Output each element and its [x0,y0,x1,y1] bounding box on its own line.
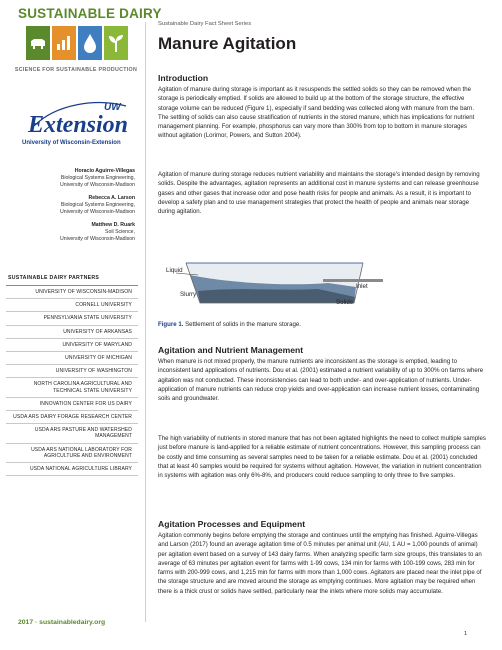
partner-item: UNIVERSITY OF ARKANSAS [6,326,138,339]
author-name: Matthew D. Ruark [91,222,135,228]
partner-item: USDA ARS PASTURE AND WATERSHED MANAGEMENT [6,424,138,443]
partner-item: USDA ARS NATIONAL LABORATORY FOR AGRICULTURE AND ENVIRONMENT [6,444,138,463]
page-number: 1 [464,631,468,637]
author-affiliation: University of Wisconsin-Madison [60,236,135,242]
figure-storage-diagram [158,257,398,315]
brand-subtitle: SCIENCE FOR SUSTAINABLE PRODUCTION [14,67,138,73]
figure-label-liquid: Liquid [166,267,183,274]
partner-item: USDA NATIONAL AGRICULTURE LIBRARY [6,463,138,476]
figure-label-inlet: Inlet [356,283,368,290]
extension-name: University of Wisconsin-Extension [22,140,121,146]
author-name: Horacio Aguirre-Villegas [74,168,135,174]
series-label: Sustainable Dairy Fact Sheet Series [158,21,252,27]
paragraph: Agitation of manure during storage reduces nutrient variability and maintains the storage's intended design by removing solids. Despite the advantages, agitation represents an additional cost in manure systems and can release greenhouse gases and other gases that increase odor and pose health risks for people and animals. As a result, it is important to develop a safety plan and to use management strategies that protect the health of people and animals near storage during agitation. [158,171,480,215]
partner-item: PENNSYLVANIA STATE UNIVERSITY [6,312,138,325]
partner-item: CORNELL UNIVERSITY [6,299,138,312]
water-drop-icon [78,26,102,60]
partner-item: UNIVERSITY OF WISCONSIN-MADISON [6,286,138,299]
partner-item: INNOVATION CENTER FOR US DAIRY [6,398,138,411]
paragraph: When manure is not mixed properly, the manure nutrients are inconsistent as the storage is emptied, leading to inconsistent land applications of nutrients. Dou et al. (2001) estimated a nutrient variability of up to 300% on farms where agitation was not conducted. These inconsistencies can lead to both under- and over-application of nutrients. Under-application of manure nutrients can reduce crop yields and over-application can increase nutrient losses, contaminating soils and groundwater. [158,358,484,402]
author-name: Rebecca A. Larson [88,195,135,201]
brand-icon-row [26,26,128,60]
author-affiliation: Biological Systems Engineering, [60,202,135,208]
brand-title: SUSTAINABLE DAIRY [18,6,162,21]
figure-caption-text: Settlement of solids in the manure storage. [183,321,301,328]
section-heading: Agitation and Nutrient Management [158,345,304,355]
paragraph: Agitation commonly begins before emptying the storage and continues until the emptying has finished. Aguirre-Villegas and Larson (2017) found an average agitation time of 0.5 minutes per animal unit (AU, 1 AU = 1,000 pounds of animal) per agitation event based on a survey of 143 dairy farms. When analyzing specific farm size groups, this translates to an average of 63 minutes per agitation event for farms with 1-99 cows, 134 min for farms with 100-199 cows, 283 min for farms with 200-999 cows, and 1,215 min for farms with more than 1,000 cows. Agitators are placed near the inlet pipe of the storage structure and are moved around the storage as emptying continues. More agitation may be required when there is a thick crust or solids have settled, particularly near the inlets where more solids may accumulate. [158,532,482,595]
author-affiliation: University of Wisconsin-Madison [60,209,135,215]
partners-title: SUSTAINABLE DAIRY PARTNERS [6,275,138,286]
column-divider [145,22,146,622]
partners-list [6,275,138,476]
author-affiliation: Biological Systems Engineering, [60,175,135,181]
author-affiliation: University of Wisconsin-Madison [60,182,135,188]
figure-label-slurry: Slurry [180,291,197,298]
cow-icon [26,26,50,60]
sidebar [0,0,162,650]
partner-item: NORTH CAROLINA AGRICULTURAL AND TECHNICAL STATE UNIVERSITY [6,378,138,397]
page-title: Manure Agitation [158,34,297,53]
section-heading: Introduction [158,73,209,83]
author-list [3,168,135,249]
partner-item: UNIVERSITY OF MARYLAND [6,339,138,352]
partner-item: USDA ARS DAIRY FORAGE RESEARCH CENTER [6,411,138,424]
paragraph: Agitation of manure during storage is important as it resuspends the settled solids so they can be removed when the storage is periodically emptied. If solids are allowed to build up at the bottom of the storage structure, the effective storage volume can be reduced (Figure 1), especially if sand bedding was collected along with manure from the barn. The settling of solids can also cause stratification of nutrients in the stored manure, which has implications for nutrient management planning. For example, phosphorus can vary more than 300% from top to bottom in manure storages without agitation (Lorimor, Powers, and Sutton 2004). [158,86,475,140]
figure-label-solids: Solids [336,299,353,306]
partner-item: UNIVERSITY OF WASHINGTON [6,365,138,378]
partner-item: UNIVERSITY OF MICHIGAN [6,352,138,365]
plant-icon [104,26,128,60]
author [3,195,135,216]
extension-text: Extension [28,112,129,138]
figure-caption [158,321,301,328]
figure-caption-label: Figure 1. [158,321,184,328]
footer-website[interactable]: 2017 · sustainabledairy.org [18,619,106,626]
chart-icon [52,26,76,60]
author [3,168,135,189]
author [3,222,135,243]
author-affiliation: Soil Science, [105,229,135,235]
section-heading: Agitation Processes and Equipment [158,519,306,529]
paragraph: The high variability of nutrients in stored manure that has not been agitated highlights the need to collect multiple samples just before manure is land-applied for a reliable estimate of nutrient concentrations. However, this sampling process can be costly and time consuming as several samples need to be taken for a reliable estimate. Dou et al. (2001) concluded that at least 40 samples would be required for systems without agitation. However, the variation in nutrient concentration in systems with agitation was only 6%-8%, and producers could reduce sampling to only three to five samples. [158,435,486,479]
uw-text: UW [104,102,121,113]
uw-extension-logo [26,96,134,140]
